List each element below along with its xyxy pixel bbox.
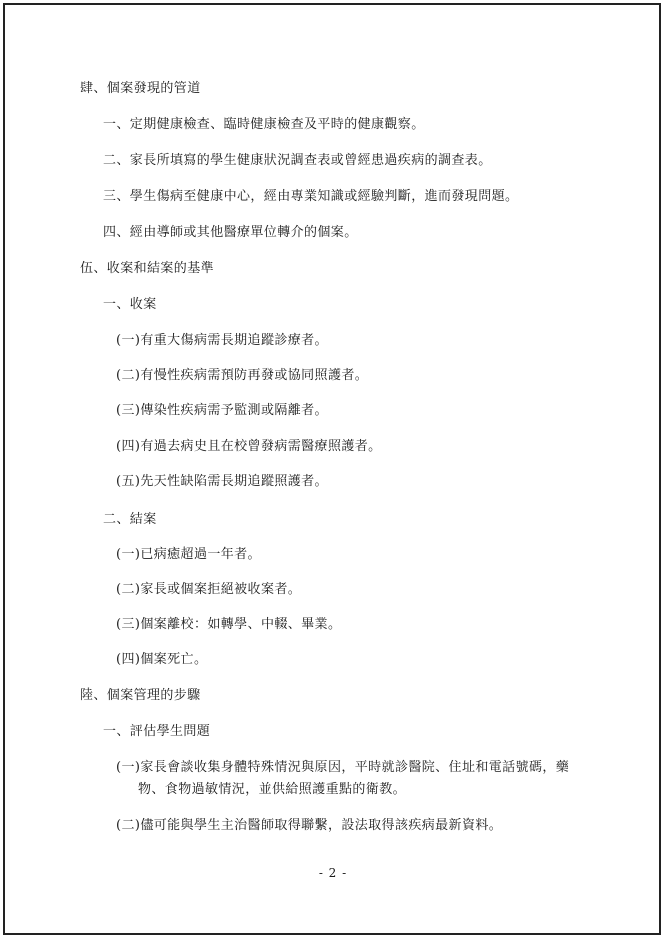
list-item: (二)家長或個案拒絕被收案者。 [116,582,302,597]
subsection-title-assessment: 一、評估學生問題 [103,724,211,739]
section-heading-4: 肆、個案發現的管道 [80,81,201,96]
section-heading-5: 伍、收案和結案的基準 [80,261,215,276]
list-item: 三、學生傷病至健康中心，經由專業知識或經驗判斷，進而發現問題。 [103,189,519,204]
page-number: - 2 - [318,866,348,880]
list-item: (四)個案死亡。 [116,652,208,667]
list-item: (二)儘可能與學生主治醫師取得聯繫，設法取得該疾病最新資料。 [116,818,503,833]
list-item: 四、經由導師或其他醫療單位轉介的個案。 [103,225,358,240]
list-item: (一)已病癒超過一年者。 [116,547,261,562]
subsection-title-closing: 二、結案 [103,512,157,527]
list-item: (五)先天性缺陷需長期追蹤照護者。 [116,474,328,489]
list-item: 一、定期健康檢查、臨時健康檢查及平時的健康觀察。 [103,117,425,132]
list-item: (一)有重大傷病需長期追蹤診療者。 [116,333,328,348]
subsection-title-intake: 一、收案 [103,297,157,312]
list-item: (三)傳染性疾病需予監測或隔離者。 [116,403,328,418]
list-item: (四)有過去病史且在校曾發病需醫療照護者。 [116,439,382,454]
list-item: (三)個案離校：如轉學、中輟、畢業。 [116,617,342,632]
list-item: 二、家長所填寫的學生健康狀況調查表或曾經患過疾病的調查表。 [103,153,492,168]
list-item: (二)有慢性疾病需預防再發或協同照護者。 [116,368,369,383]
list-item: (一)家長會談收集身體特殊情況與原因，平時就診醫院、住址和電話號碼，藥 [116,760,570,775]
list-item-continuation: 物、食物過敏情況，並供給照護重點的衛教。 [138,782,407,797]
section-heading-6: 陸、個案管理的步驟 [80,688,201,703]
